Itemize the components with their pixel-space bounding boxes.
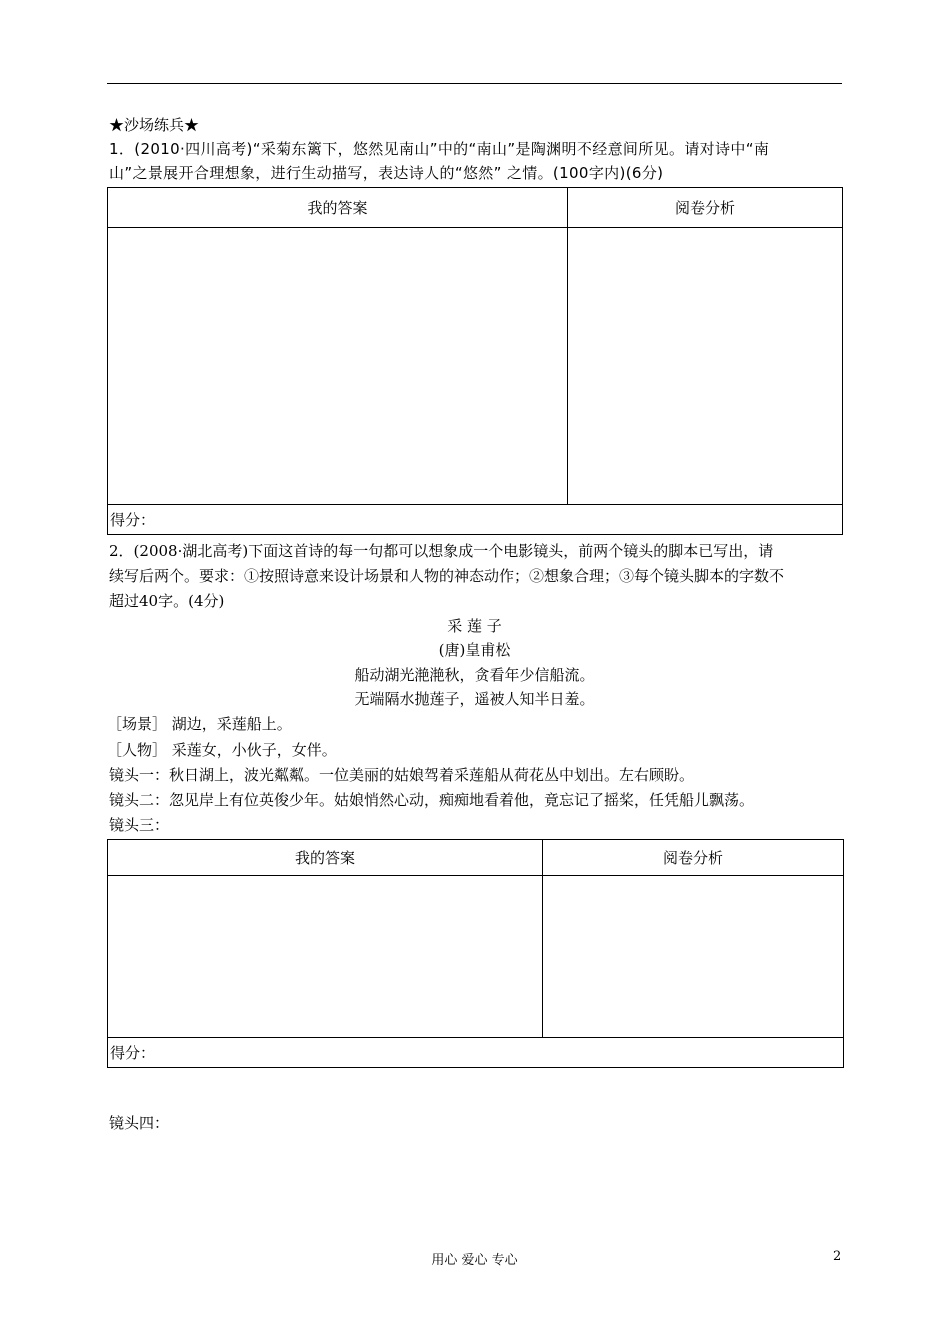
- poem-title: 采 莲 子: [447, 617, 502, 635]
- script-scene: ［场景］ 湖边，采莲船上。: [107, 715, 292, 733]
- score-row: 得分：: [108, 1038, 844, 1068]
- my-answer-cell[interactable]: [108, 228, 568, 505]
- script-characters: ［人物］ 采莲女，小伙子，女伴。: [107, 741, 337, 759]
- q2-line1: 2．(2008·湖北高考)下面这首诗的每一句都可以想象成一个电影镜头，前两个镜头的脚本已写出，请: [109, 542, 774, 560]
- shot-4-label: 镜头四：: [109, 1114, 170, 1132]
- shot-3-label: 镜头三：: [109, 816, 170, 834]
- my-answer-cell[interactable]: [108, 876, 543, 1038]
- my-answer-header: 我的答案: [108, 840, 543, 876]
- grading-analysis-cell[interactable]: [568, 228, 843, 505]
- page-number: 2: [833, 1249, 842, 1264]
- q2-line3: 超过40字。(4分): [109, 592, 225, 610]
- poem-line-2: 无端隔水抛莲子，遥被人知半日羞。: [354, 690, 595, 708]
- header-rule: [107, 83, 842, 84]
- shot-2: 镜头二：忽见岸上有位英俊少年。姑娘悄然心动，痴痴地看着他，竟忘记了摇桨，任凭船儿飘荡。: [109, 791, 755, 809]
- shot-1: 镜头一：秋日湖上，波光粼粼。一位美丽的姑娘驾着采莲船从荷花丛中划出。左右顾盼。: [109, 766, 695, 784]
- my-answer-header: 我的答案: [108, 188, 568, 228]
- grading-analysis-cell[interactable]: [543, 876, 844, 1038]
- grading-analysis-header: 阅卷分析: [568, 188, 843, 228]
- page-footer: 用心 爱心 专心: [431, 1253, 518, 1268]
- q1-line1: 1．(2010·四川高考)“采菊东篱下，悠然见南山”中的“南山”是陶渊明不经意间所见。请对诗中“南: [109, 140, 770, 158]
- score-row: 得分：: [108, 505, 843, 535]
- poem-author: (唐)皇甫松: [438, 641, 511, 659]
- section-title: ★沙场练兵★: [109, 116, 200, 134]
- q2-line2: 续写后两个。要求：①按照诗意来设计场景和人物的神态动作；②想象合理；③每个镜头脚本的字数不: [109, 567, 785, 585]
- q1-line2: 山”之景展开合理想象，进行生动描写，表达诗人的“悠然” 之情。(100字内)(6分): [109, 164, 664, 182]
- answer-table-2: [107, 839, 844, 1068]
- answer-table-1: [107, 187, 843, 535]
- poem-line-1: 船动湖光滟滟秋，贪看年少信船流。: [354, 666, 595, 684]
- grading-analysis-header: 阅卷分析: [543, 840, 844, 876]
